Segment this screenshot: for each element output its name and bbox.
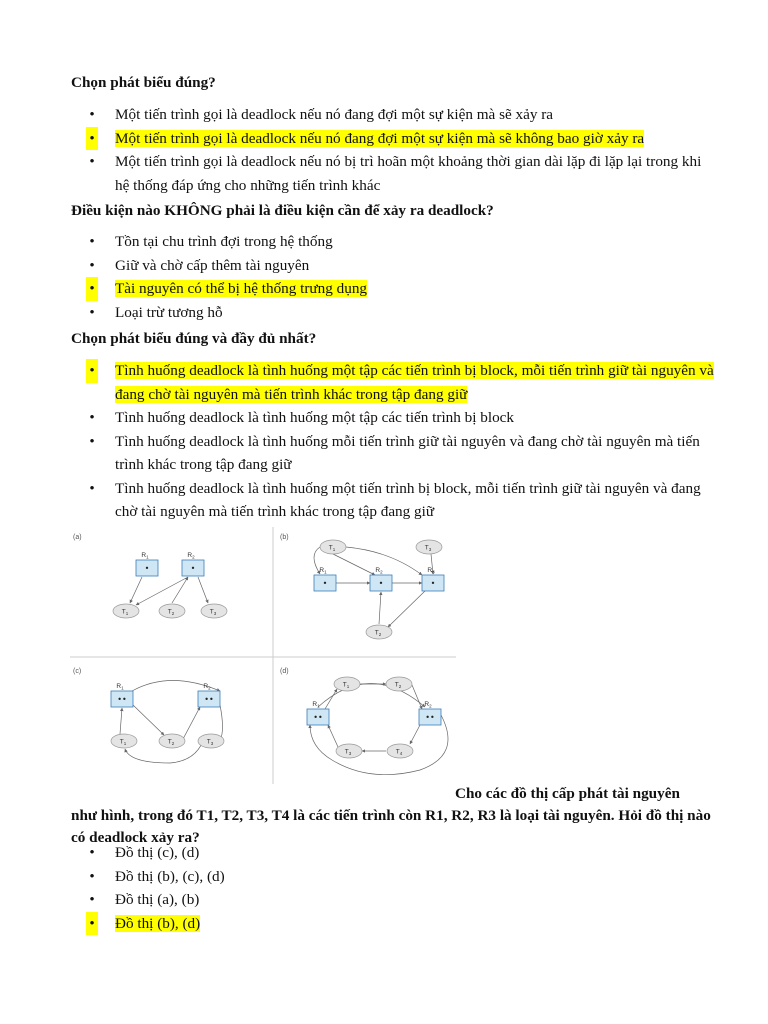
q4-options — [0, 841, 715, 935]
panel-label: (c) — [73, 668, 82, 675]
process-node — [416, 540, 442, 554]
resource-node — [307, 701, 329, 725]
graph-edge — [120, 708, 122, 734]
question-2: Điều kiện nào KHÔNG phải là điều kiện cần để xảy ra deadlock? — [71, 202, 494, 219]
graph-nodes — [73, 534, 444, 758]
graph-edge — [388, 591, 425, 627]
option-item — [0, 301, 715, 325]
graph-edge — [346, 547, 422, 575]
graph-edge — [333, 554, 375, 575]
option-item — [0, 888, 715, 912]
resource-allocation-graphs-figure — [70, 525, 456, 786]
resource-node — [111, 683, 133, 707]
resource-instances: • — [378, 579, 384, 588]
process-label: $T_2$ — [167, 738, 175, 746]
resource-label: $R_2$ — [187, 552, 195, 560]
bullet: • — [89, 106, 95, 123]
option-text: Đồ thị (b), (c), (d) — [115, 867, 225, 885]
question-4-part-1: Cho các đồ thị cấp phát tài nguyên — [455, 785, 680, 803]
option-text: Loại trừ tương hỗ — [115, 303, 223, 321]
process-label: $T_3$ — [424, 544, 432, 552]
option-item-correct — [0, 359, 715, 406]
bullet: • — [86, 277, 98, 301]
option-text: Một tiến trình gọi là deadlock nếu nó đang đợi một sự kiện mà sẽ không bao giờ xảy ra — [115, 129, 645, 147]
graph-edge — [183, 707, 200, 739]
process-label: $T_2$ — [167, 608, 175, 616]
bullet: • — [86, 359, 98, 383]
resource-instances: •• — [204, 695, 214, 704]
resource-node — [198, 683, 220, 707]
process-node — [336, 744, 362, 758]
resource-allocation-graphs-svg — [70, 525, 456, 786]
option-item — [0, 254, 715, 278]
bullet: • — [89, 256, 95, 274]
resource-node — [370, 567, 392, 591]
resource-instances: • — [144, 564, 150, 573]
bullet: • — [89, 153, 95, 170]
q1-options — [0, 103, 715, 197]
process-node — [159, 604, 185, 618]
process-node — [387, 744, 413, 758]
graph-edge — [325, 689, 337, 709]
option-text: Tình huống deadlock là tình huống mỗi tiến trình giữ tài nguyên và đang chờ tài nguyên mà tiến trình khác trong tập đang giữ — [115, 432, 700, 473]
resource-node — [182, 552, 204, 576]
question-1: Chọn phát biểu đúng? — [71, 74, 216, 91]
resource-instances: •• — [425, 713, 435, 722]
option-item — [0, 150, 715, 197]
panel-label: (d) — [280, 668, 289, 675]
option-item — [0, 430, 715, 477]
process-label: $T_2$ — [374, 629, 382, 637]
resource-label: $R_2$ — [203, 683, 211, 691]
panel-label: (a) — [73, 534, 82, 541]
option-text: Một tiến trình gọi là deadlock nếu nó đang đợi một sự kiện mà sẽ xảy ra — [115, 106, 554, 123]
bullet: • — [89, 891, 95, 908]
graph-edge — [412, 685, 422, 709]
resource-instances: • — [430, 579, 436, 588]
resource-instances: • — [322, 579, 328, 588]
resource-label: $R_3$ — [427, 567, 435, 575]
resource-instances: •• — [117, 695, 127, 704]
process-label: $T_4$ — [395, 748, 403, 756]
process-label: $T_3$ — [344, 748, 352, 756]
q3-options — [0, 359, 715, 524]
bullet: • — [89, 303, 95, 321]
option-text: Tài nguyên có thể bị hệ thống trưng dụng — [115, 280, 368, 297]
resource-label: $R_2$ — [424, 701, 432, 709]
option-text: Tình huống deadlock là tình huống một tập các tiến trình bị block — [115, 409, 515, 426]
q2-options — [0, 230, 715, 324]
process-node — [159, 734, 185, 748]
process-node — [334, 677, 360, 691]
option-item-correct — [0, 912, 715, 936]
graph-edge — [130, 577, 142, 603]
option-item-correct — [0, 277, 715, 301]
graph-edge — [410, 725, 420, 744]
bullet: • — [89, 867, 95, 885]
resource-instances: •• — [313, 713, 323, 722]
graph-edge — [379, 592, 381, 624]
option-item — [0, 103, 715, 127]
resource-node — [314, 567, 336, 591]
graph-edge — [198, 577, 208, 603]
graph-edge — [133, 705, 164, 735]
process-label: $T_3$ — [206, 738, 214, 746]
process-label: $T_1$ — [328, 544, 336, 552]
option-text: Tồn tại chu trình đợi trong hệ thống — [115, 233, 333, 250]
bullet: • — [89, 409, 95, 426]
process-label: $T_1$ — [119, 738, 127, 746]
process-label: $T_2$ — [394, 681, 402, 689]
process-node — [201, 604, 227, 618]
process-node — [111, 734, 137, 748]
process-label: $T_1$ — [121, 608, 129, 616]
resource-label: $R_1$ — [116, 683, 124, 691]
option-text: Đồ thị (b), (d) — [115, 914, 201, 932]
process-label: $T_3$ — [209, 608, 217, 616]
resource-node — [136, 552, 158, 576]
process-node — [113, 604, 139, 618]
option-item — [0, 865, 715, 889]
process-label: $T_1$ — [342, 681, 350, 689]
option-item — [0, 230, 715, 254]
option-text: Giữ và chờ cấp thêm tài nguyên — [115, 256, 310, 274]
option-item — [0, 841, 715, 865]
process-node — [366, 625, 392, 639]
panel-label: (b) — [280, 534, 289, 541]
option-text: Tình huống deadlock là tình huống một tập các tiến trình bị block, mỗi tiến trình giữ tài nguyên và đang chờ tài nguyên mà tiến trình khác trong tập đang giữ — [115, 362, 714, 403]
process-node — [198, 734, 224, 748]
resource-node — [422, 567, 444, 591]
question-4-part-2: như hình, trong đó T1, T2, T3, T4 là các tiến trình còn R1, R2, R3 là loại tài nguyên. Hỏi đồ thị nào có deadlock xảy ra? — [71, 807, 711, 847]
option-text: Một tiến trình gọi là deadlock nếu nó bị trì hoãn một khoảng thời gian dài lặp đi lặp lại trong khi hệ thống đáp ứng cho những tiến trình khác — [115, 153, 702, 194]
graph-edge — [136, 577, 188, 605]
resource-instances: • — [190, 564, 196, 573]
graph-edge — [172, 577, 188, 603]
bullet: • — [89, 844, 95, 861]
resource-label: $R_1$ — [312, 701, 320, 709]
option-item-correct — [0, 127, 715, 151]
option-item — [0, 406, 715, 430]
resource-label: $R_1$ — [141, 552, 149, 560]
bullet: • — [89, 233, 95, 250]
resource-label: $R_2$ — [375, 567, 383, 575]
option-text: Đồ thị (c), (d) — [115, 844, 200, 861]
bullet: • — [89, 432, 95, 450]
process-node — [320, 540, 346, 554]
bullet: • — [86, 912, 98, 936]
question-3: Chọn phát biểu đúng và đầy đủ nhất? — [71, 330, 317, 347]
graph-edge — [328, 725, 338, 747]
process-node — [386, 677, 412, 691]
option-item — [0, 477, 715, 524]
bullet: • — [86, 127, 98, 151]
resource-label: $R_1$ — [319, 567, 327, 575]
graph-edge — [220, 705, 223, 741]
bullet: • — [89, 479, 95, 497]
option-text: Tình huống deadlock là tình huống một tiến trình bị block, mỗi tiến trình giữ tài nguyên và đang chờ tài nguyên mà tiến trình khác trong tập đang giữ — [115, 479, 701, 520]
option-text: Đồ thị (a), (b) — [115, 891, 200, 908]
